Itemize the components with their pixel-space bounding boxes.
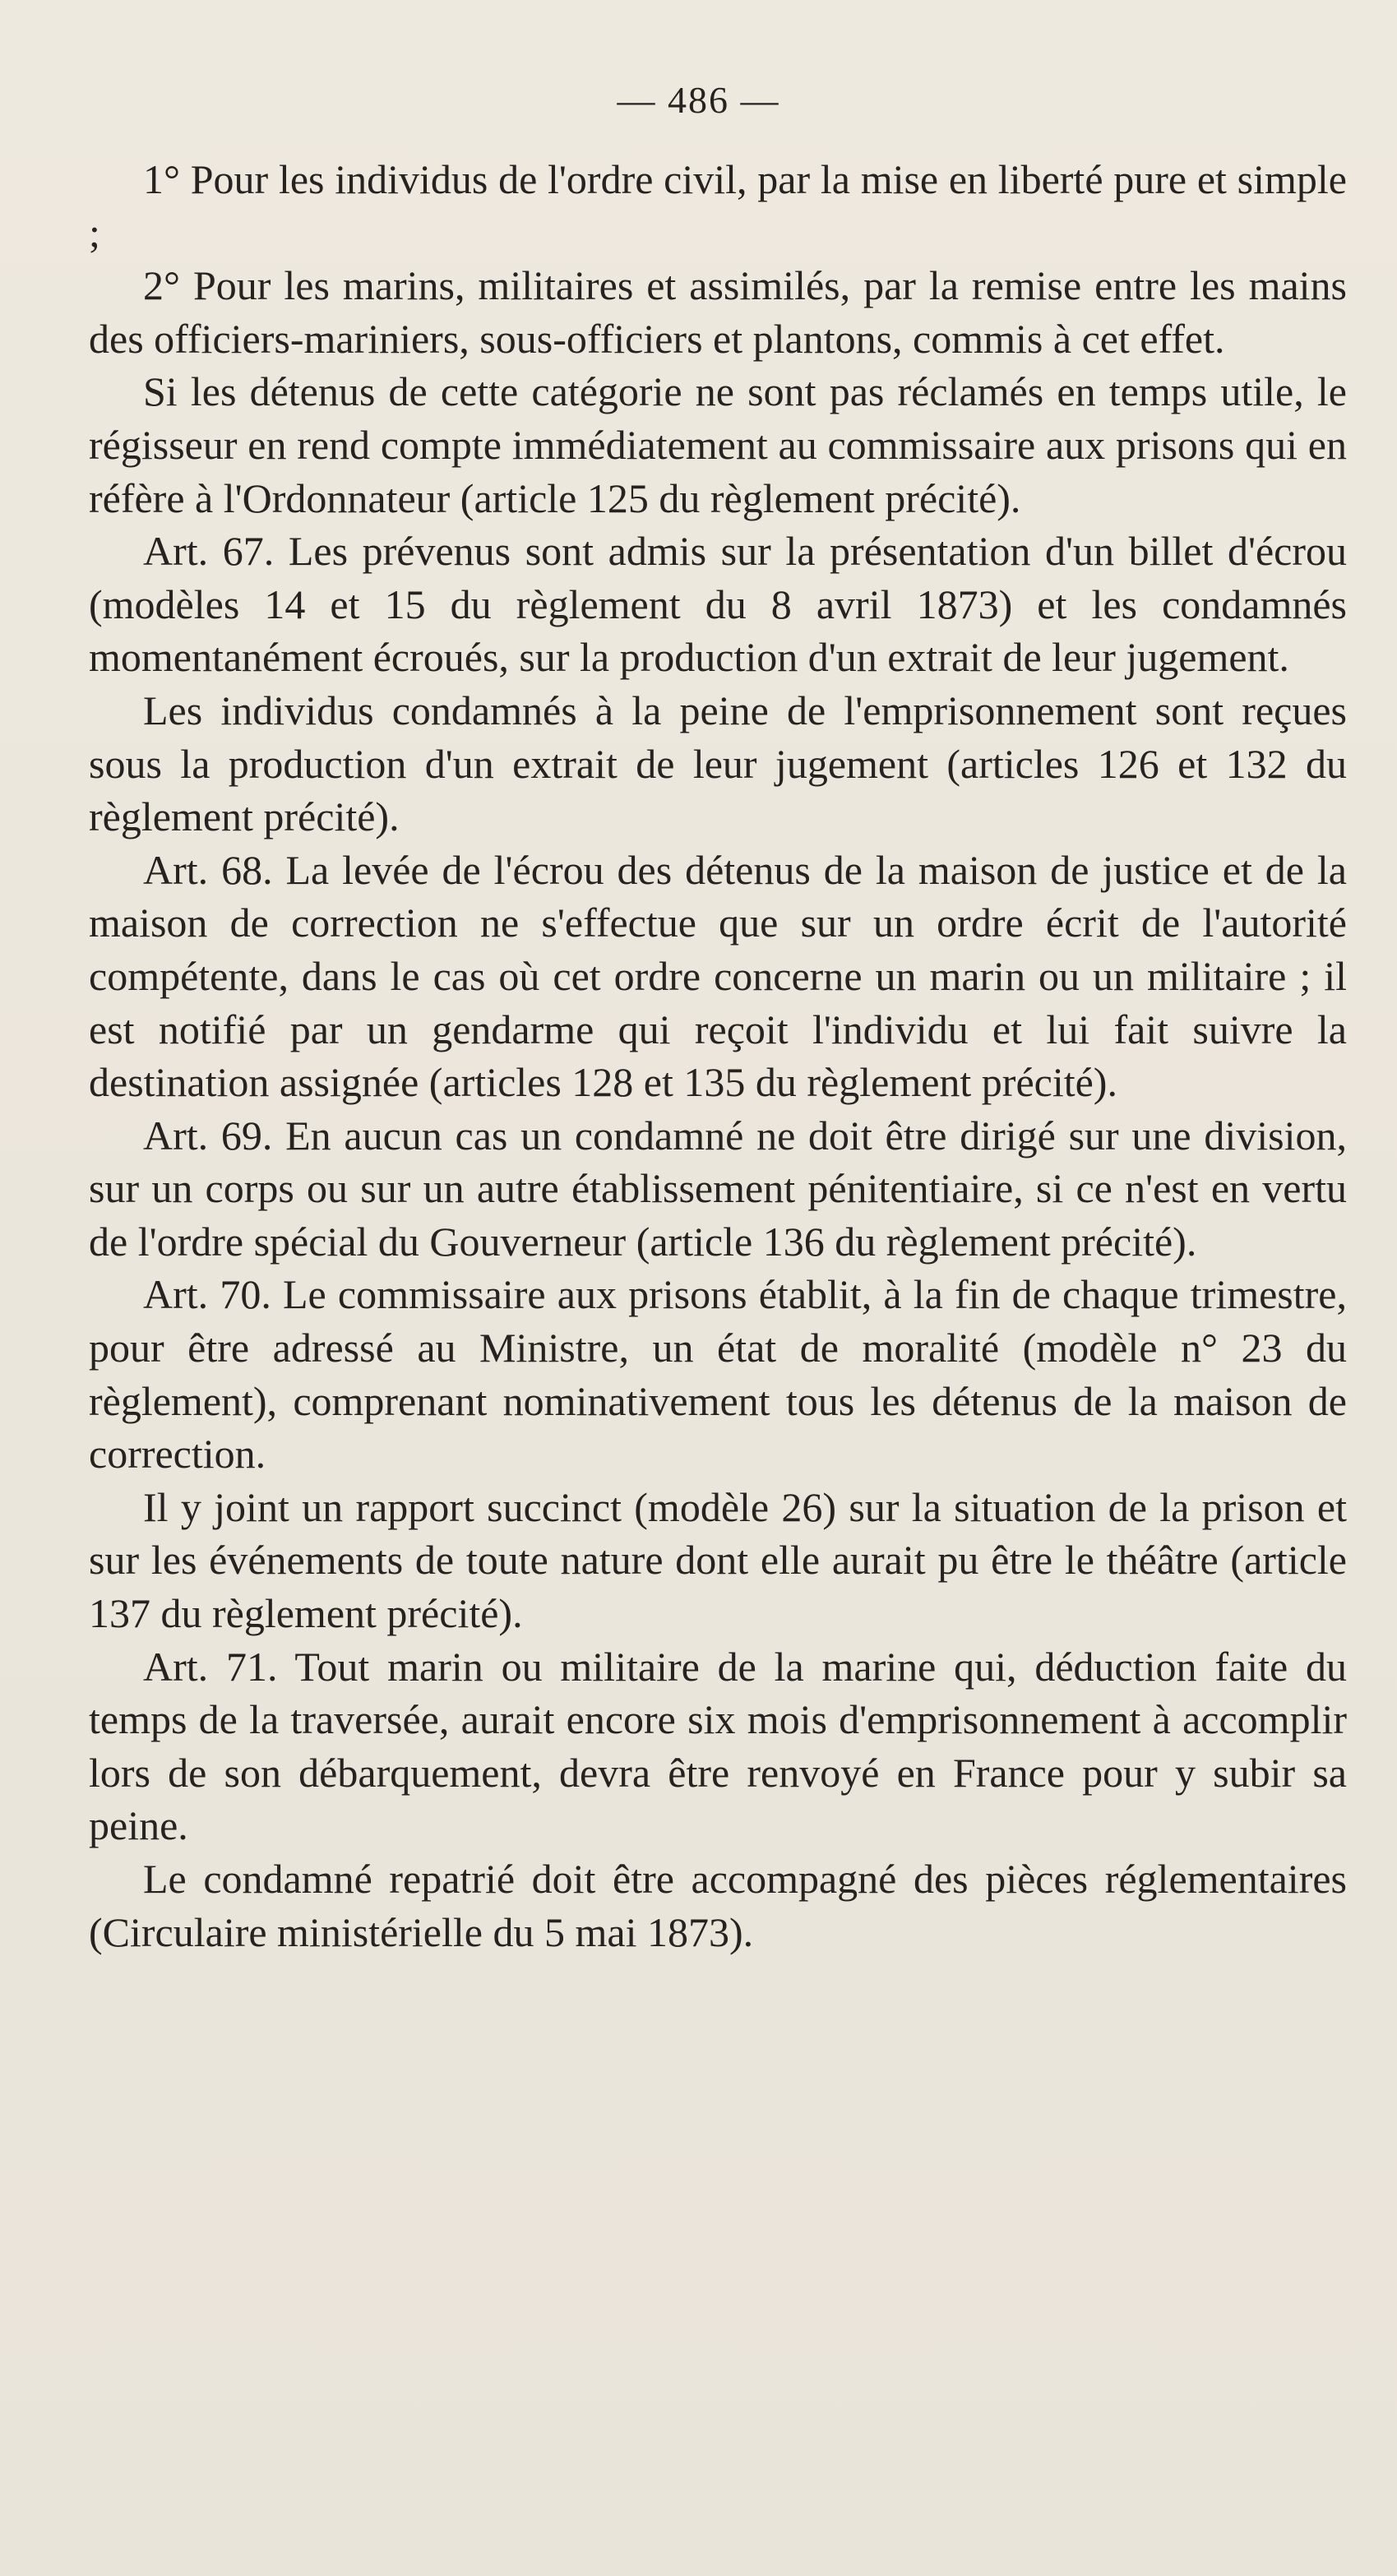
paragraph-condamnes-emprisonnement: Les individus condamnés à la peine de l'emprisonnement sont reçues sous la production d'un extrait de leur jugement (articles 126 et 132 du règlement précité). (89, 687, 1347, 840)
paragraph-rapport-succinct: Il y joint un rapport succinct (modèle 26) sur la situation de la prison et sur les événements de toute nature dont elle aurait pu être le théâtre (article 137 du règlement précité). (89, 1483, 1347, 1637)
paragraph-item-2: 2° Pour les marins, militaires et assimilés, par la remise entre les mains des officiers-mariniers, sous-officiers et plantons, commis à cet effet. (89, 262, 1347, 362)
paragraph-art-71: Art. 71. Tout marin ou militaire de la marine qui, déduction faite du temps de la traversée, aurait encore six mois d'emprisonnement à accomplir lors de son débarquement, devra être renvoyé en France pour y subir sa peine. (89, 1643, 1347, 1849)
paragraph-art-67: Art. 67. Les prévenus sont admis sur la présentation d'un billet d'écrou (modèles 14 et 15 du règlement du 8 avril 1873) et les condamnés momentanément écroués, sur la production d'un extrait de leur jugement. (89, 528, 1347, 681)
paragraph-art-68: Art. 68. La levée de l'écrou des détenus de la maison de justice et de la maison de correction ne s'effectue que sur un ordre écrit de l'autorité compétente, dans le cas où cet ordre concerne un marin ou un militaire ; il est notifié par un gendarme qui reçoit l'individu et lui fait suivre la destination assignée (articles 128 et 135 du règlement précité). (89, 846, 1347, 1106)
paragraph-art-70: Art. 70. Le commissaire aux prisons établit, à la fin de chaque trimestre, pour être adressé au Ministre, un état de moralité (modèle n° 23 du règlement), comprenant nominativement tous les détenus de la maison de correction. (89, 1271, 1347, 1478)
paragraph-art-69: Art. 69. En aucun cas un condamné ne doit être dirigé sur une division, sur un corps ou sur un autre établissement pénitentiaire, si ce n'est en vertu de l'ordre spécial du Gouverneur (article 136 du règlement précité). (89, 1112, 1347, 1265)
paragraph-item-1: 1° Pour les individus de l'ordre civil, par la mise en liberté pure et simple ; (89, 156, 1347, 256)
paragraph-detenus-non-reclames: Si les détenus de cette catégorie ne sont pas réclamés en temps utile, le régisseur en rend compte immédiatement au commissaire aux prisons qui en réfère à l'Ordonnateur (article 125 du règlement précité). (89, 368, 1347, 521)
page-number: — 486 — (617, 79, 780, 121)
body-text (89, 153, 1347, 1959)
paragraph-condamne-repatrie: Le condamné repatrié doit être accompagné des pièces réglementaires (Circulaire ministérielle du 5 mai 1873). (89, 1856, 1347, 1955)
